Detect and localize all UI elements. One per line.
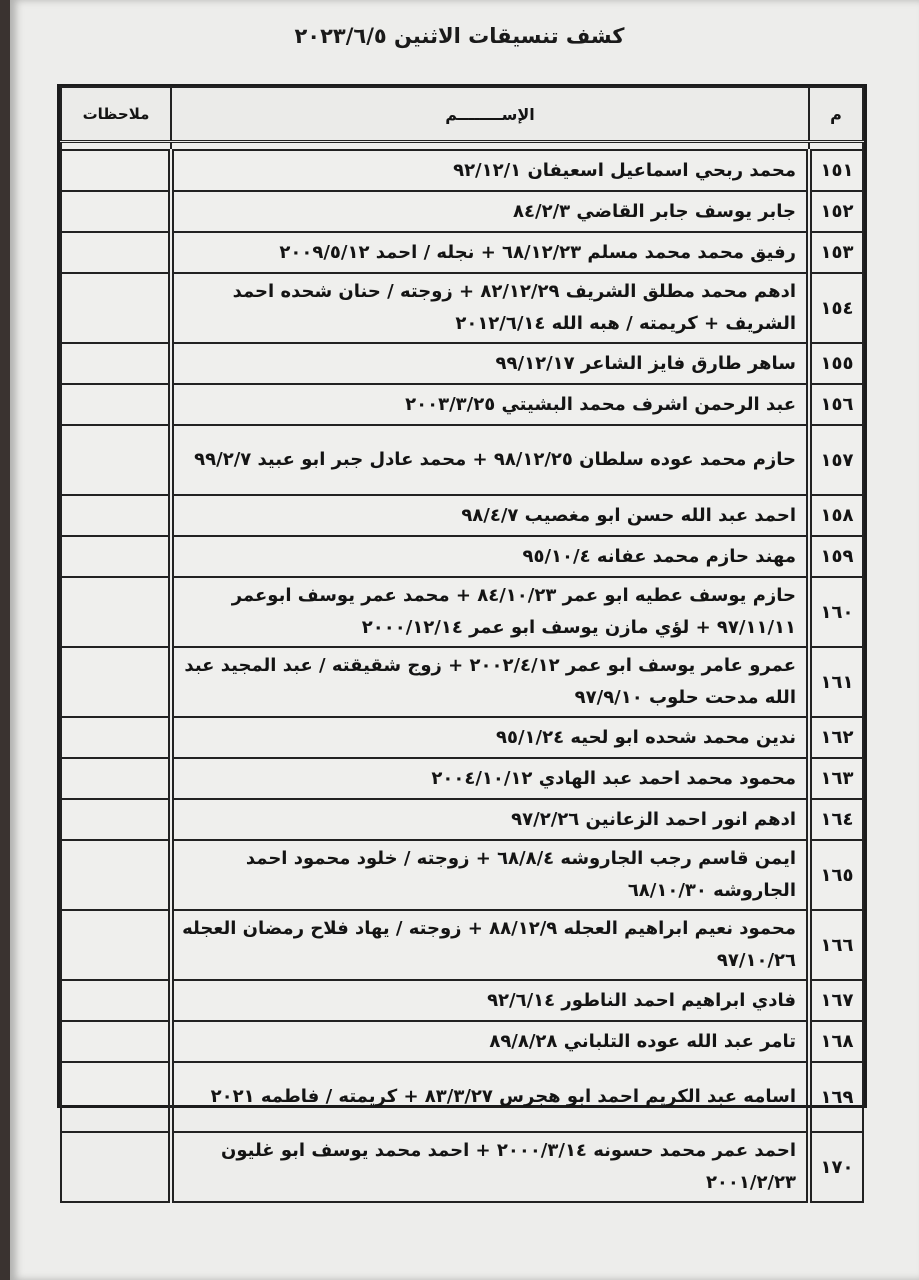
- row-notes: [61, 647, 171, 717]
- row-name: ساهر طارق فايز الشاعر ٩٩/١٢/١٧: [171, 343, 809, 384]
- header-notes: ملاحظات: [61, 87, 171, 142]
- table-row: [61, 840, 863, 910]
- row-notes: [61, 910, 171, 980]
- row-name: اسامه عبد الكريم احمد ابو هجرس ٨٣/٣/٢٧ + كريمته / فاطمه ٢٠٢١: [171, 1062, 809, 1132]
- table-row: [61, 150, 863, 191]
- names-table: [60, 86, 864, 1203]
- table-row: [61, 1132, 863, 1202]
- table-row: [61, 980, 863, 1021]
- row-notes: [61, 1062, 171, 1132]
- row-notes: [61, 1021, 171, 1062]
- row-name: جابر يوسف جابر القاضي ٨٤/٢/٣: [171, 191, 809, 232]
- table-row: [61, 577, 863, 647]
- table-row: [61, 717, 863, 758]
- header-separator: [61, 142, 863, 151]
- row-name: مهند حازم محمد عفانه ٩٥/١٠/٤: [171, 536, 809, 577]
- row-number: ١٥١: [809, 150, 863, 191]
- table-body: [61, 142, 863, 1203]
- row-number: ١٦١: [809, 647, 863, 717]
- row-name: رفيق محمد محمد مسلم ٦٨/١٢/٢٣ + نجله / احمد ٢٠٠٩/٥/١٢: [171, 232, 809, 273]
- header-number: م: [809, 87, 863, 142]
- row-name: ادهم انور احمد الزعانين ٩٧/٢/٢٦: [171, 799, 809, 840]
- row-name: عمرو عامر يوسف ابو عمر ٢٠٠٢/٤/١٢ + زوج شقيقته / عبد المجيد عبد الله مدحت حلوب ٩٧/٩/١٠: [171, 647, 809, 717]
- row-number: ١٥٢: [809, 191, 863, 232]
- table-row: [61, 425, 863, 495]
- row-notes: [61, 980, 171, 1021]
- row-name: ندين محمد شحده ابو لحيه ٩٥/١/٢٤: [171, 717, 809, 758]
- row-number: ١٦٧: [809, 980, 863, 1021]
- row-notes: [61, 425, 171, 495]
- row-number: ١٥٨: [809, 495, 863, 536]
- row-notes: [61, 384, 171, 425]
- row-number: ١٦٣: [809, 758, 863, 799]
- row-name: محمود نعيم ابراهيم العجله ٨٨/١٢/٩ + زوجته / يهاد فلاح رمضان العجله ٩٧/١٠/٢٦: [171, 910, 809, 980]
- row-number: ١٥٩: [809, 536, 863, 577]
- row-number: ١٦٠: [809, 577, 863, 647]
- row-notes: [61, 799, 171, 840]
- row-notes: [61, 840, 171, 910]
- table-row: [61, 758, 863, 799]
- table-row: [61, 536, 863, 577]
- row-number: ١٥٤: [809, 273, 863, 343]
- row-number: ١٦٢: [809, 717, 863, 758]
- row-notes: [61, 536, 171, 577]
- row-notes: [61, 150, 171, 191]
- table-row: [61, 1062, 863, 1132]
- row-notes: [61, 1132, 171, 1202]
- row-number: ١٥٦: [809, 384, 863, 425]
- row-number: ١٥٥: [809, 343, 863, 384]
- table-row: [61, 495, 863, 536]
- row-name: ايمن قاسم رجب الجاروشه ٦٨/٨/٤ + زوجته / خلود محمود احمد الجاروشه ٦٨/١٠/٣٠: [171, 840, 809, 910]
- row-name: حازم يوسف عطيه ابو عمر ٨٤/١٠/٢٣ + محمد عمر يوسف ابوعمر ٩٧/١١/١١ + لؤي مازن يوسف ابو عمر ٢٠٠٠/١٢/١٤: [171, 577, 809, 647]
- row-name: محمود محمد احمد عبد الهادي ٢٠٠٤/١٠/١٢: [171, 758, 809, 799]
- row-number: ١٥٣: [809, 232, 863, 273]
- table-row: [61, 384, 863, 425]
- page-title: كشف تنسيقات الاثنين ٢٠٢٣/٦/٥: [294, 24, 625, 48]
- row-number: ١٦٨: [809, 1021, 863, 1062]
- table-row: [61, 1021, 863, 1062]
- row-name: تامر عبد الله عوده التلباني ٨٩/٨/٢٨: [171, 1021, 809, 1062]
- table-header-row: [61, 87, 863, 142]
- row-notes: [61, 495, 171, 536]
- table-row: [61, 232, 863, 273]
- row-notes: [61, 717, 171, 758]
- row-number: ١٦٩: [809, 1062, 863, 1132]
- row-notes: [61, 343, 171, 384]
- row-name: عبد الرحمن اشرف محمد البشيتي ٢٠٠٣/٣/٢٥: [171, 384, 809, 425]
- row-notes: [61, 577, 171, 647]
- row-name: محمد ربحي اسماعيل اسعيفان ٩٢/١٢/١: [171, 150, 809, 191]
- row-notes: [61, 758, 171, 799]
- table-row: [61, 343, 863, 384]
- row-name: احمد عبد الله حسن ابو مغصيب ٩٨/٤/٧: [171, 495, 809, 536]
- row-number: ١٦٤: [809, 799, 863, 840]
- row-number: ١٧٠: [809, 1132, 863, 1202]
- row-name: احمد عمر محمد حسونه ٢٠٠٠/٣/١٤ + احمد محمد يوسف ابو غليون ٢٠٠١/٢/٢٣: [171, 1132, 809, 1202]
- row-notes: [61, 232, 171, 273]
- row-number: ١٥٧: [809, 425, 863, 495]
- table-row: [61, 191, 863, 232]
- table-row: [61, 910, 863, 980]
- row-number: ١٦٥: [809, 840, 863, 910]
- row-name: فادي ابراهيم احمد الناطور ٩٢/٦/١٤: [171, 980, 809, 1021]
- row-notes: [61, 191, 171, 232]
- table-row: [61, 799, 863, 840]
- row-notes: [61, 273, 171, 343]
- table-row: [61, 647, 863, 717]
- row-number: ١٦٦: [809, 910, 863, 980]
- row-name: ادهم محمد مطلق الشريف ٨٢/١٢/٢٩ + زوجته / حنان شحده احمد الشريف + كريمته / هبه الله ٢٠١٢/٦/١٤: [171, 273, 809, 343]
- row-name: حازم محمد عوده سلطان ٩٨/١٢/٢٥ + محمد عادل جبر ابو عبيد ٩٩/٢/٧: [171, 425, 809, 495]
- header-name: الإســــــــم: [171, 87, 809, 142]
- table-row: [61, 273, 863, 343]
